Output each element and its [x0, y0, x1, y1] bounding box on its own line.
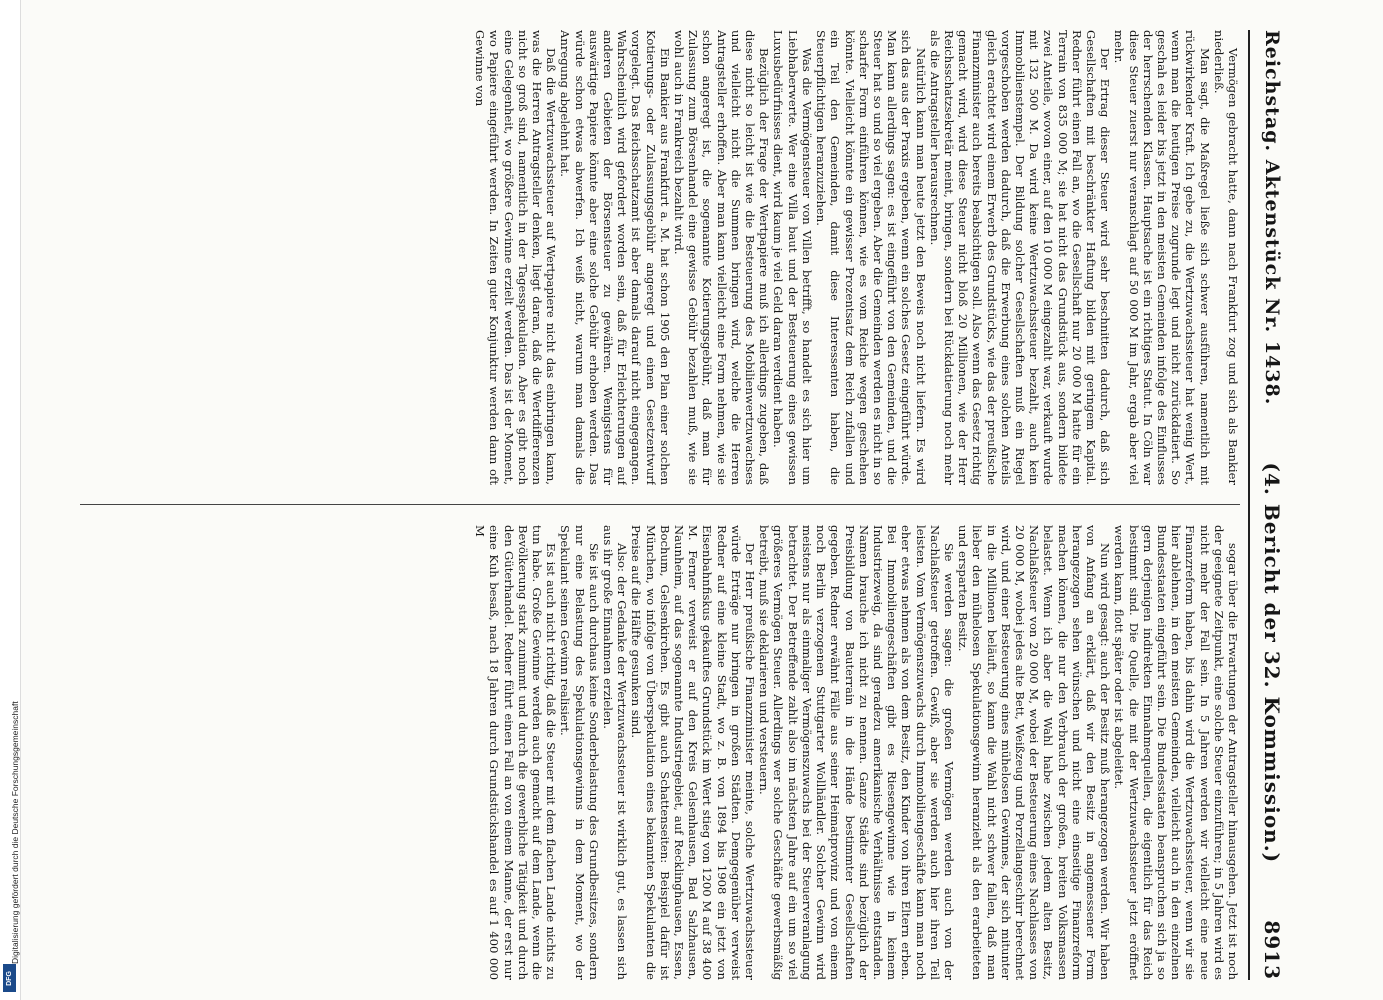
paragraph: Nun wird gesagt: auch der Besitz muß herangezogen werden. Wir haben von Anfang an erklärt, daß wir den Besitz in angemessener Form herangezogen sehen wünschen und nicht eine einseitige Finanzreform machen können, die nur den Verbrauch der großen, breiten Volksmassen belastet. Wenn ich aber die Wahl habe zwischen jedem alten Besitz, Nachlaßsteuer von 20 000 M, wobei der Besteuerung eines Nachlasses von 20 000 M, wobei jedes alte Bett, Weißzeug und Porzellangeschirr berechnet wird, und einer Besteuerung eines mühelosen Gewinnes, der sich mitunter in die Millionen beläuft, so kann die Wahl nicht schwer fallen, daß man lieber den mühelosen Spekulationsgewinn heranzieht als den erarbeiteten und ersparten Besitz. [956, 525, 1113, 980]
paragraph: Der Herr preußische Finanzminister meinte, solche Wertzuwachssteuer würde Erträge nur bringen in großen Städten. Demgegenüber verweist Redner auf eine kleine Stadt, wo z. B. von 1894 bis 1908 ein jetzt von Eisenbahnfiskus gekauftes Grundstück im Wert stieg von 1200 M auf 38 400 M. Ferner verweist er auf den Kreis Gelsenhausen, Bad Salzhausen, Naunheim, auf das sogenannte Industriegebiet, auf Recklinghausen, Essen, Bochum, Gelsenkirchen. Es gibt auch Schattenseiten: Beispiel dafür ist München, wo infolge von Überspekulation eines bekannten Spekulanten die Preise auf die Hälfte gesunken sind. [629, 525, 758, 980]
paragraph: Sie werden sagen: die großen Vermögen werden auch von der Nachlaßsteuer getroffen. Gewiß, aber sie werden auch hier ihren Teil leisten. Vom Vermögenszuwachs durch Immobiliengeschäfte kann man noch eher etwas nehmen als von dem Besitz, den Kinder von ihren Eltern erben. Bei Immobiliengeschäften gibt es Riesengewinne wie in keinem Industriezweig, da sind geradezu amerikanische Verhältnisse entstanden. Namen brauche ich nicht zu nennen. Ganze Städte sind bezüglich der Preisbildung von Bauterrain in die Hände bestimmter Gesellschaften gegeben. Redner erwähnt Fälle aus seiner Heimatprovinz und von einem noch Berlin verzogenen Stuttgarter Wollhändler. Solcher Gewinn wird meistens nur als einmaliger Vermögenszuwachs bei der Steuerveranlagung betrachtet. Der Betreffende zahlt also im nächsten Jahre auf ein um so viel größeres Vermögen Steuer. Allerdings wer solche Geschäfte gewerbsmäßig betreibt, muß sie deklarieren und versteuern. [757, 525, 956, 980]
paragraph: sogar über die Erwartungen der Antragsteller hinausgehen. Jetzt ist noch der geeignete Zeitpunkt, eine solche Steuer einzuführen; in 5 Jahren wird es nicht mehr der Fall sein. In 5 Jahren werden wir vielleicht eine neue Finanzreform haben, bis dahin wird die Wertzuwachssteuer, wenn wir sie hier ablehnen, in den meisten Gemeinden, vielleicht auch in den einzelnen Bundesstaaten eingeführt sein. Die Bundesstaaten beanspruchen sich ja so gern derjenigen indirekten Einnahmequellen, die eigentlich für das Reich bestimmt sind. Die Quelle, die mit der Wertzuwachssteuer jetzt eröffnet werden kann, flott später oder ist abgeleitet. [1112, 525, 1240, 980]
paragraph: Sie ist auch durchaus keine Sonderbelastung des Grundbesitzes, sondern nur eine Belastung des Spekulationsgewinns in dem Moment, wo der Spekulant seinen Gewinn realisiert. [558, 525, 601, 980]
paragraph: Also: der Gedanke der Wertzuwachssteuer ist wirklich gut, es lassen sich aus ihr große Einnahmen erzielen. [601, 525, 630, 980]
header-right: (4. Bericht der 32. Kommission.) [1260, 462, 1284, 864]
paragraph: Was die Vermögensteuer von Villen betrifft, so handelt es sich hier um Liebhaberwerte. Wer eine Villa baut und der Besteuerung eines gewissen Luxusbedürfnisses dient, wird kaum je viel Geld daran verdient haben. [771, 30, 814, 485]
page-header [1254, 30, 1290, 980]
paragraph: Vermögen gebracht hatte, dann nach Frankfurt zog und sich als Bankier niederließ. [1211, 30, 1240, 485]
paragraph: Daß die Wertzuwachssteuer auf Wertpapiere nicht das einbringen kann, was die Herren Antragsteller denken, liegt daran, daß die Wertdifferenzen nicht so groß sind, namentlich in der Tagesspekulation. Aber es gibt noch eine Gelegenheit, wo größere Gewinne erzielt werden. Das ist der Moment, wo Papiere eingeführt werden. In Zeiten guter Konjunktur werden dann oft Gewinne von [473, 30, 559, 485]
header-left: Reichstag. Aktenstück Nr. 1438. [1261, 30, 1283, 406]
dfg-logo-text: DFG [6, 970, 13, 986]
column-left [80, 30, 1240, 485]
document-page [70, 30, 1290, 980]
paragraph: Es ist auch nicht richtig, daß die Steuer mit dem flachen Lande nichts zu tun habe. Große Gewinne werden auch gemacht auf dem Lande, wenn die Bevölkerung stark zunimmt und durch die gewerbliche Tätigkeit und durch den Güterhandel. Redner führt einen Fall an von einem Manne, der erst nur eine Kuh besaß, nach 18 Jahren durch Grundstückshandel es auf 1 400 000 M [473, 525, 559, 980]
page-number: 8913 [1260, 920, 1284, 980]
funding-note: Digitalisierung gefördert durch die Deutsche Forschungsgemeinschaft [10, 701, 20, 964]
column-right [80, 525, 1240, 980]
paragraph: Bezüglich der Frage der Wertpapiere muß ich allerdings zugeben, daß diese nicht so leicht ist wie die Besteuerung des Mobilienwertzuwachses und vielleicht nicht die Summen bringen wird, welche die Herren Antragsteller erhoffen. Aber man kann vielleicht eine Form nehmen, wie sie schon angeregt ist, die sogenannte Kotierungsgebühr, daß man für Zulassung zum Börsenhandel eine gewisse Gebühr bezahlen muß, wie sie wohl auch in Frankreich bezahlt wird. [672, 30, 772, 485]
sidebar [0, 0, 21, 1000]
paragraph: Der Ertrag dieser Steuer wird sehr beschnitten dadurch, daß sich Gesellschaften mit beschränkter Haftung bilden mit geringem Kapital. Redner führt einen Fall an, wo die Gesellschaft nur 20 000 M hatte für ein Terrain von 835 000 M; sie hat nicht das Grundstück aus, sondern bildete zwei Anteile, wovon einer, auf den 10 000 M eingezahlt war, verkauft wurde mit 132 500 M. Da wird keine Wertzuwachssteuer bezahlt, auch kein Immobilienstempel. Der Bildung solcher Gesellschaften muß ein Riegel vorgeschoben werden dadurch, daß die Erwerbung eines solchen Anteils gleich erachtet wird einem Erwerb des Grundstücks, wie das der preußische Finanzminister auch bereits beabsichtigen soll. Also wenn das Gesetz richtig gemacht wird, wird diese Steuer nicht bloß 20 Millionen, wie der Herr Reichsschatzsekretär meint, bringen, sondern bei Rückdatierung noch mehr als die Antragsteller herausrechnen. [927, 30, 1113, 485]
column-divider [80, 504, 1240, 505]
header-rule [1248, 30, 1250, 980]
paragraph: Ein Bankier aus Frankfurt a. M. hat schon 1905 den Plan einer solchen Kotierungs- oder Zulassungsgebühr angeregt und einen Gesetzentwurf vorgelegt. Das Reichsschatzamt ist aber damals darauf nicht eingegangen. Wahrscheinlich wird gefordert worden sein, daß für Erleichterungen auf anderen Gebieten der Börsensteuer zu gewähren. Wenigstens für auswärtige Papiere könnte aber eine solche Gebühr erhoben werden. Das würde schon etwas abwerfen. Ich weiß nicht, warum man damals die Anregung abgelehnt hat. [558, 30, 672, 485]
paragraph: Natürlich kann man heute jetzt den Beweis noch nicht liefern. Es wird sich das aus der Praxis ergeben, wenn ein solches Gesetz eingeführt würde. Man kann allerdings sagen: es ist eingeführt von den Gemeinden, und die Steuer hat so und so viel ergeben. Aber die Gemeinden werden es nicht in so scharfer Form einführen können, wie es vom Reiche wegen geschehen könnte. Vielleicht könnte ein gewisser Prozentsatz dem Reich zufallen und ein Teil den Gemeinden, damit diese Interessenten haben, die Steuerpflichtigen heranzuziehen. [814, 30, 928, 485]
paragraph: Man sagt, die Maßregel ließe sich schwer ausführen, namentlich mit rückwirkender Kraft. Ich gebe zu, die Wertzuwachssteuer hat wenig Wert, wenn man die heutigen Preise zugrunde legt und nicht zurückdatiert. So geschah es leider bis jetzt in den meisten Gemeinden infolge des Einflusses der herrschenden Klassen. Hauptsache ist ein richtiges Statut. In Cöln war diese Steuer zuerst nur veranschlagt auf 50 000 M im Jahr, ergab aber viel mehr. [1112, 30, 1212, 485]
dfg-logo [3, 964, 16, 992]
